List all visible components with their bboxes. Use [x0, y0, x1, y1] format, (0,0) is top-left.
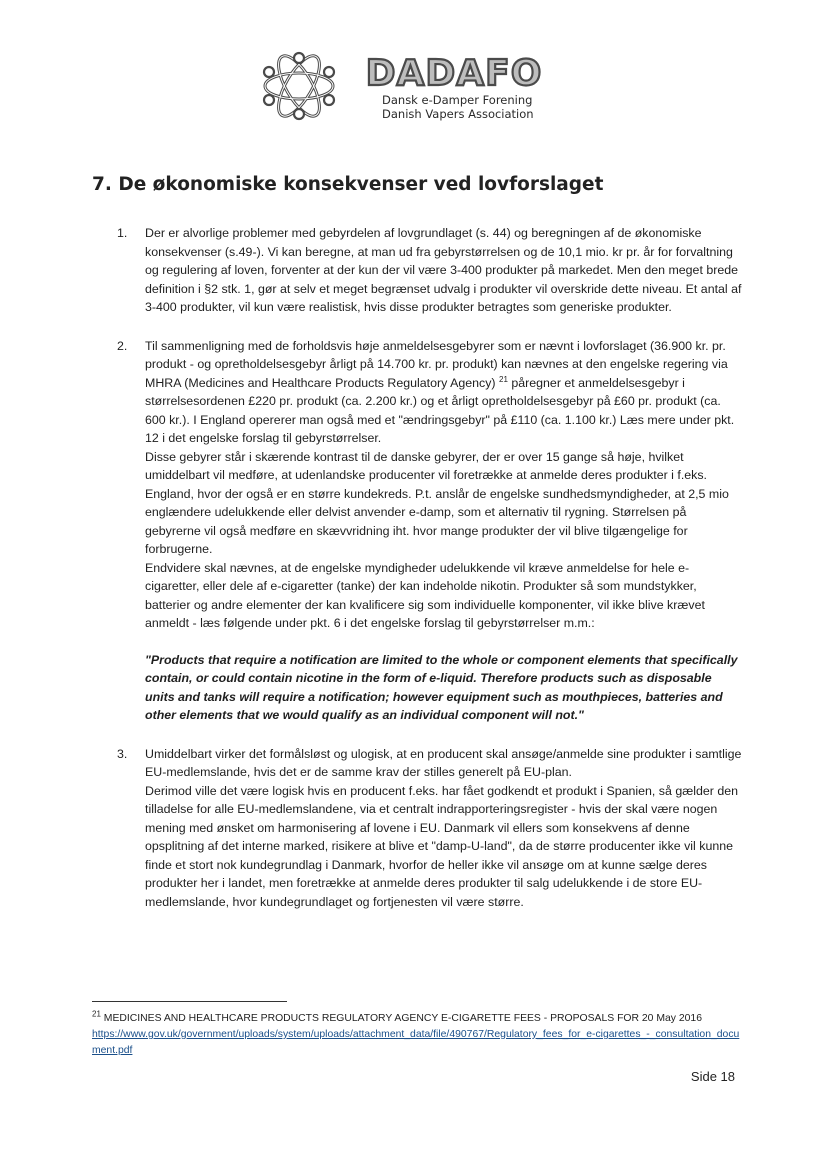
footnote-title: MEDICINES AND HEALTHCARE PRODUCTS REGULATORY AGENCY E-CIGARETTE FEES - PROPOSALS FOR 20 May 2016: [100, 1013, 702, 1024]
molecule-logo-icon: [258, 50, 340, 122]
list-item: [92, 745, 742, 912]
tagline-english: Danish Vapers Association: [382, 107, 534, 121]
header: [258, 42, 558, 132]
item-number: 2.: [117, 338, 128, 353]
footnote-divider: [92, 1001, 287, 1002]
footnote-reference: 21: [499, 374, 508, 384]
section-title: 7. De økonomiske konsekvenser ved lovforslaget: [92, 174, 604, 195]
page-number: Side 18: [690, 1069, 735, 1084]
footnote-link-line: [92, 1027, 742, 1059]
item-paragraph: [145, 337, 742, 448]
document-body: [92, 224, 742, 911]
logo-text: DADAFO: [366, 53, 542, 92]
footnote-marker: 21: [92, 1009, 101, 1019]
item-paragraph: Umiddelbart virker det formålsløst og ulogisk, at en producent skal ansøge/anmelde sine produkter i samtlige EU-medlemslande, hvis det er de samme krav der stilles generelt på EU-plan.: [145, 746, 742, 779]
item-paragraph: Endvidere skal nævnes, at de engelske myndigheder udelukkende vil kræve anmeldelse for hele e-cigaretter, eller dele af e-cigaretter (tanke) der kan indeholde nikotin. Produkter så som mundstykker, batterier og andre elementer der kan kvalificere sig som individuelle komponenter, vil ikke blive krævet anmeldt - læs følgende under pkt. 6 i det engelske forslag til gebyrstørrelser m.m.:: [145, 560, 705, 630]
list-item: [92, 224, 742, 317]
item-paragraph: Derimod ville det være logisk hvis en producent f.eks. har fået godkendt et produkt i Spanien, så gælder den tilladelse for alle EU-medlemslandene, via et centralt indrapporteringsregister - hvis der skal være nogen mening med ønsket om harmonisering af lovene i EU. Danmark vil ellers som konsekvens af denne opsplitning af det interne marked, risikere at blive et "damp-U-land", da de større producenter ikke vil kunne finde et stort nok kundegrundlag i Danmark, hvorfor de heller ikke vil ansøge om at kunne sælge deres produkter her i landet, men foretrække at anmelde deres produkter til salg udelukkende i de store EU-medlemslande, hvor kundegrundlaget og fortjenesten vil være større.: [145, 783, 739, 909]
paragraph-text: påregner et anmeldelsesgebyr i størrelsesordenen £220 pr. produkt (ca. 2.200 kr.) og et årligt opretholdelsesgebyr på £60 pr. produkt (ca. 600 kr.). I England opererer man også med et "ændringsgebyr" på £110 (ca. 1.100 kr.) Læs mere under pkt. 12 i det engelske forslag til gebyrstørrelser.: [145, 375, 735, 445]
footnote: [92, 1011, 742, 1059]
item-number: 3.: [117, 746, 128, 761]
tagline-danish: Dansk e-Damper Forening: [382, 93, 533, 107]
item-paragraph: Der er alvorlige problemer med gebyrdelen af lovgrundlaget (s. 44) og beregningen af de økonomiske konsekvenser (s.49-). Vi kan beregne, at man ud fra gebyrstørrelsen og de 10,1 mio. kr pr. år for forvaltning og regulering af loven, forventer at der kun der vil være 3-400 produkter på markedet. Men den meget brede definition i §2 stk. 1, gør at selv et meget begrænset udvalg i produkter vil overskride dette niveau. Et antal af 3-400 produkter, vil kun være realistisk, hvis disse produkter betragtes som generiske produkter.: [145, 226, 742, 314]
footnote-text: [92, 1011, 742, 1027]
item-number: 1.: [117, 226, 128, 240]
footnote-link[interactable]: https://www.gov.uk/government/uploads/system/uploads/attachment_data/file/490767/Regulatory_fees_for_e-cigarettes_-_consultation_document.pdf: [92, 1029, 740, 1056]
english-quote: "Products that require a notification are limited to the whole or component elements that specifically contain, or could contain nicotine in the form of e-liquid. Therefore products such as disposable units and tanks will require a notification; however equipment such as mouthpieces, batteries and other elements that we would qualify as an individual component will not.": [145, 652, 738, 722]
paragraph-text: Til sammenligning med de forholdsvis høje anmeldelsesgebyrer som er nævnt i lovforslaget (36.900 kr. pr. produkt - og opretholdelsesgebyr årligt på 14.700 kr. pr. produkt) kan nævnes at den engelske regering via MHRA (Medicines and Healthcare Products Regulatory Agency): [145, 338, 728, 390]
item-paragraph: Disse gebyrer står i skærende kontrast til de danske gebyrer, der er over 15 gange så høje, hvilket umiddelbart vil medføre, at udenlandske producenter vil foretrække at anmelde deres produkter i f.eks. England, hvor der også er en større kundekreds. P.t. anslår de engelske sundhedsmyndigheder, at 2,5 mio englændere udelukkende eller delvist anvender e-damp, som et alternativ til rygning. Størrelsen på gebyrerne vil også medføre en skævvridning iht. hvor mange produkter der vil blive tilgængelige for forbrugerne.: [145, 449, 729, 556]
dadafo-wordmark: [366, 52, 542, 92]
list-item: [92, 337, 742, 725]
